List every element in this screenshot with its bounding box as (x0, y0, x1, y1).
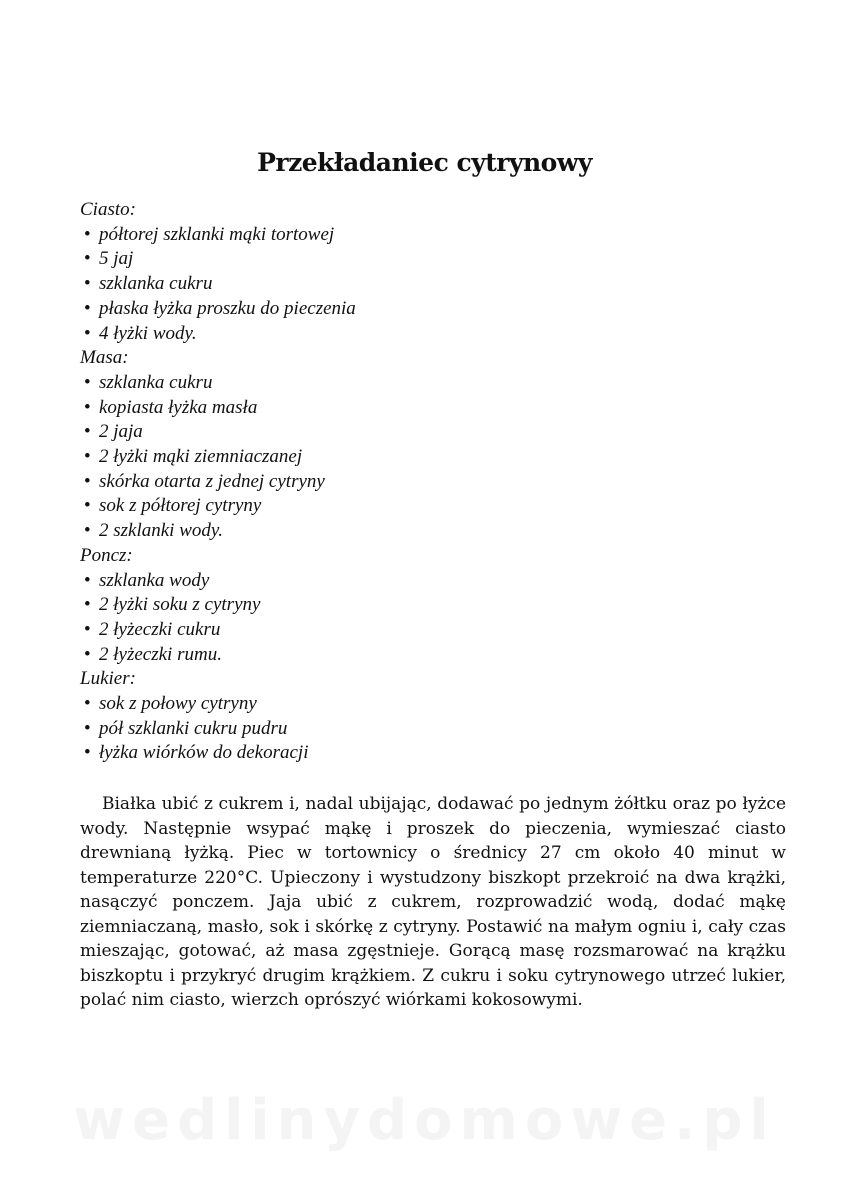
ingredient-item: • szklanka cukru (80, 371, 780, 396)
ingredient-list-masa (80, 371, 780, 544)
ingredient-item: • półtorej szklanki mąki tortowej (80, 223, 780, 248)
section-label-lukier: Lukier: (80, 668, 136, 690)
ingredient-item: • szklanka cukru (80, 272, 780, 297)
ingredient-item: • sok z połowy cytryny (80, 692, 780, 717)
watermark: wedlinydomowe.pl (73, 1088, 776, 1153)
ingredient-item: • 5 jaj (80, 247, 780, 272)
recipe-title: Przekładaniec cytrynowy (257, 148, 592, 177)
ingredients-block (80, 198, 780, 766)
ingredient-item: • 2 łyżeczki rumu. (80, 643, 780, 668)
ingredient-item: • 2 szklanki wody. (80, 519, 780, 544)
ingredient-item: • 2 łyżki soku z cytryny (80, 593, 780, 618)
ingredient-item: • 2 łyżeczki cukru (80, 618, 780, 643)
ingredient-item: • szklanka wody (80, 569, 780, 594)
ingredient-item: • skórka otarta z jednej cytryny (80, 470, 780, 495)
ingredient-list-ciasto (80, 223, 780, 347)
ingredient-item: • 2 łyżki mąki ziemniaczanej (80, 445, 780, 470)
ingredient-item: • sok z półtorej cytryny (80, 494, 780, 519)
ingredient-item: • kopiasta łyżka masła (80, 396, 780, 421)
instructions-paragraph: Białka ubić z cukrem i, nadal ubijając, dodawać po jednym żółtku oraz po łyżce wody. Następnie wsypać mąkę i proszek do pieczenia, wymieszać ciasto drewnianą łyżką. Piec w tortownicy o średnicy 27 cm około 40 minut w temperaturze 220°C. Upieczony i wystudzony biszkopt przekroić na dwa krążki, nasączyć ponczem. Jaja ubić z cukrem, rozprowadzić wodą, dodać mąkę ziemniaczaną, masło, sok i skórkę z cytryny. Postawić na małym ogniu i, cały czas mieszając, gotować, aż masa zgęstnieje. Gorącą masę rozsmarować na krążku biszkoptu i przykryć drugim krążkiem. Z cukru i soku cytrynowego utrzeć lukier, polać nim ciasto, wierzch oprószyć wiórkami kokosowymi. (80, 794, 786, 1010)
ingredient-item: • łyżka wiórków do dekoracji (80, 741, 780, 766)
section-label-poncz: Poncz: (80, 544, 133, 566)
section-label-masa: Masa: (80, 347, 129, 369)
ingredient-item: • 4 łyżki wody. (80, 322, 780, 347)
ingredient-item: • pół szklanki cukru pudru (80, 717, 780, 742)
ingredient-item: • 2 jaja (80, 420, 780, 445)
ingredient-item: • płaska łyżka proszku do pieczenia (80, 297, 780, 322)
ingredient-list-poncz (80, 569, 780, 668)
section-label-ciasto: Ciasto: (80, 199, 136, 220)
ingredient-list-lukier (80, 692, 780, 766)
